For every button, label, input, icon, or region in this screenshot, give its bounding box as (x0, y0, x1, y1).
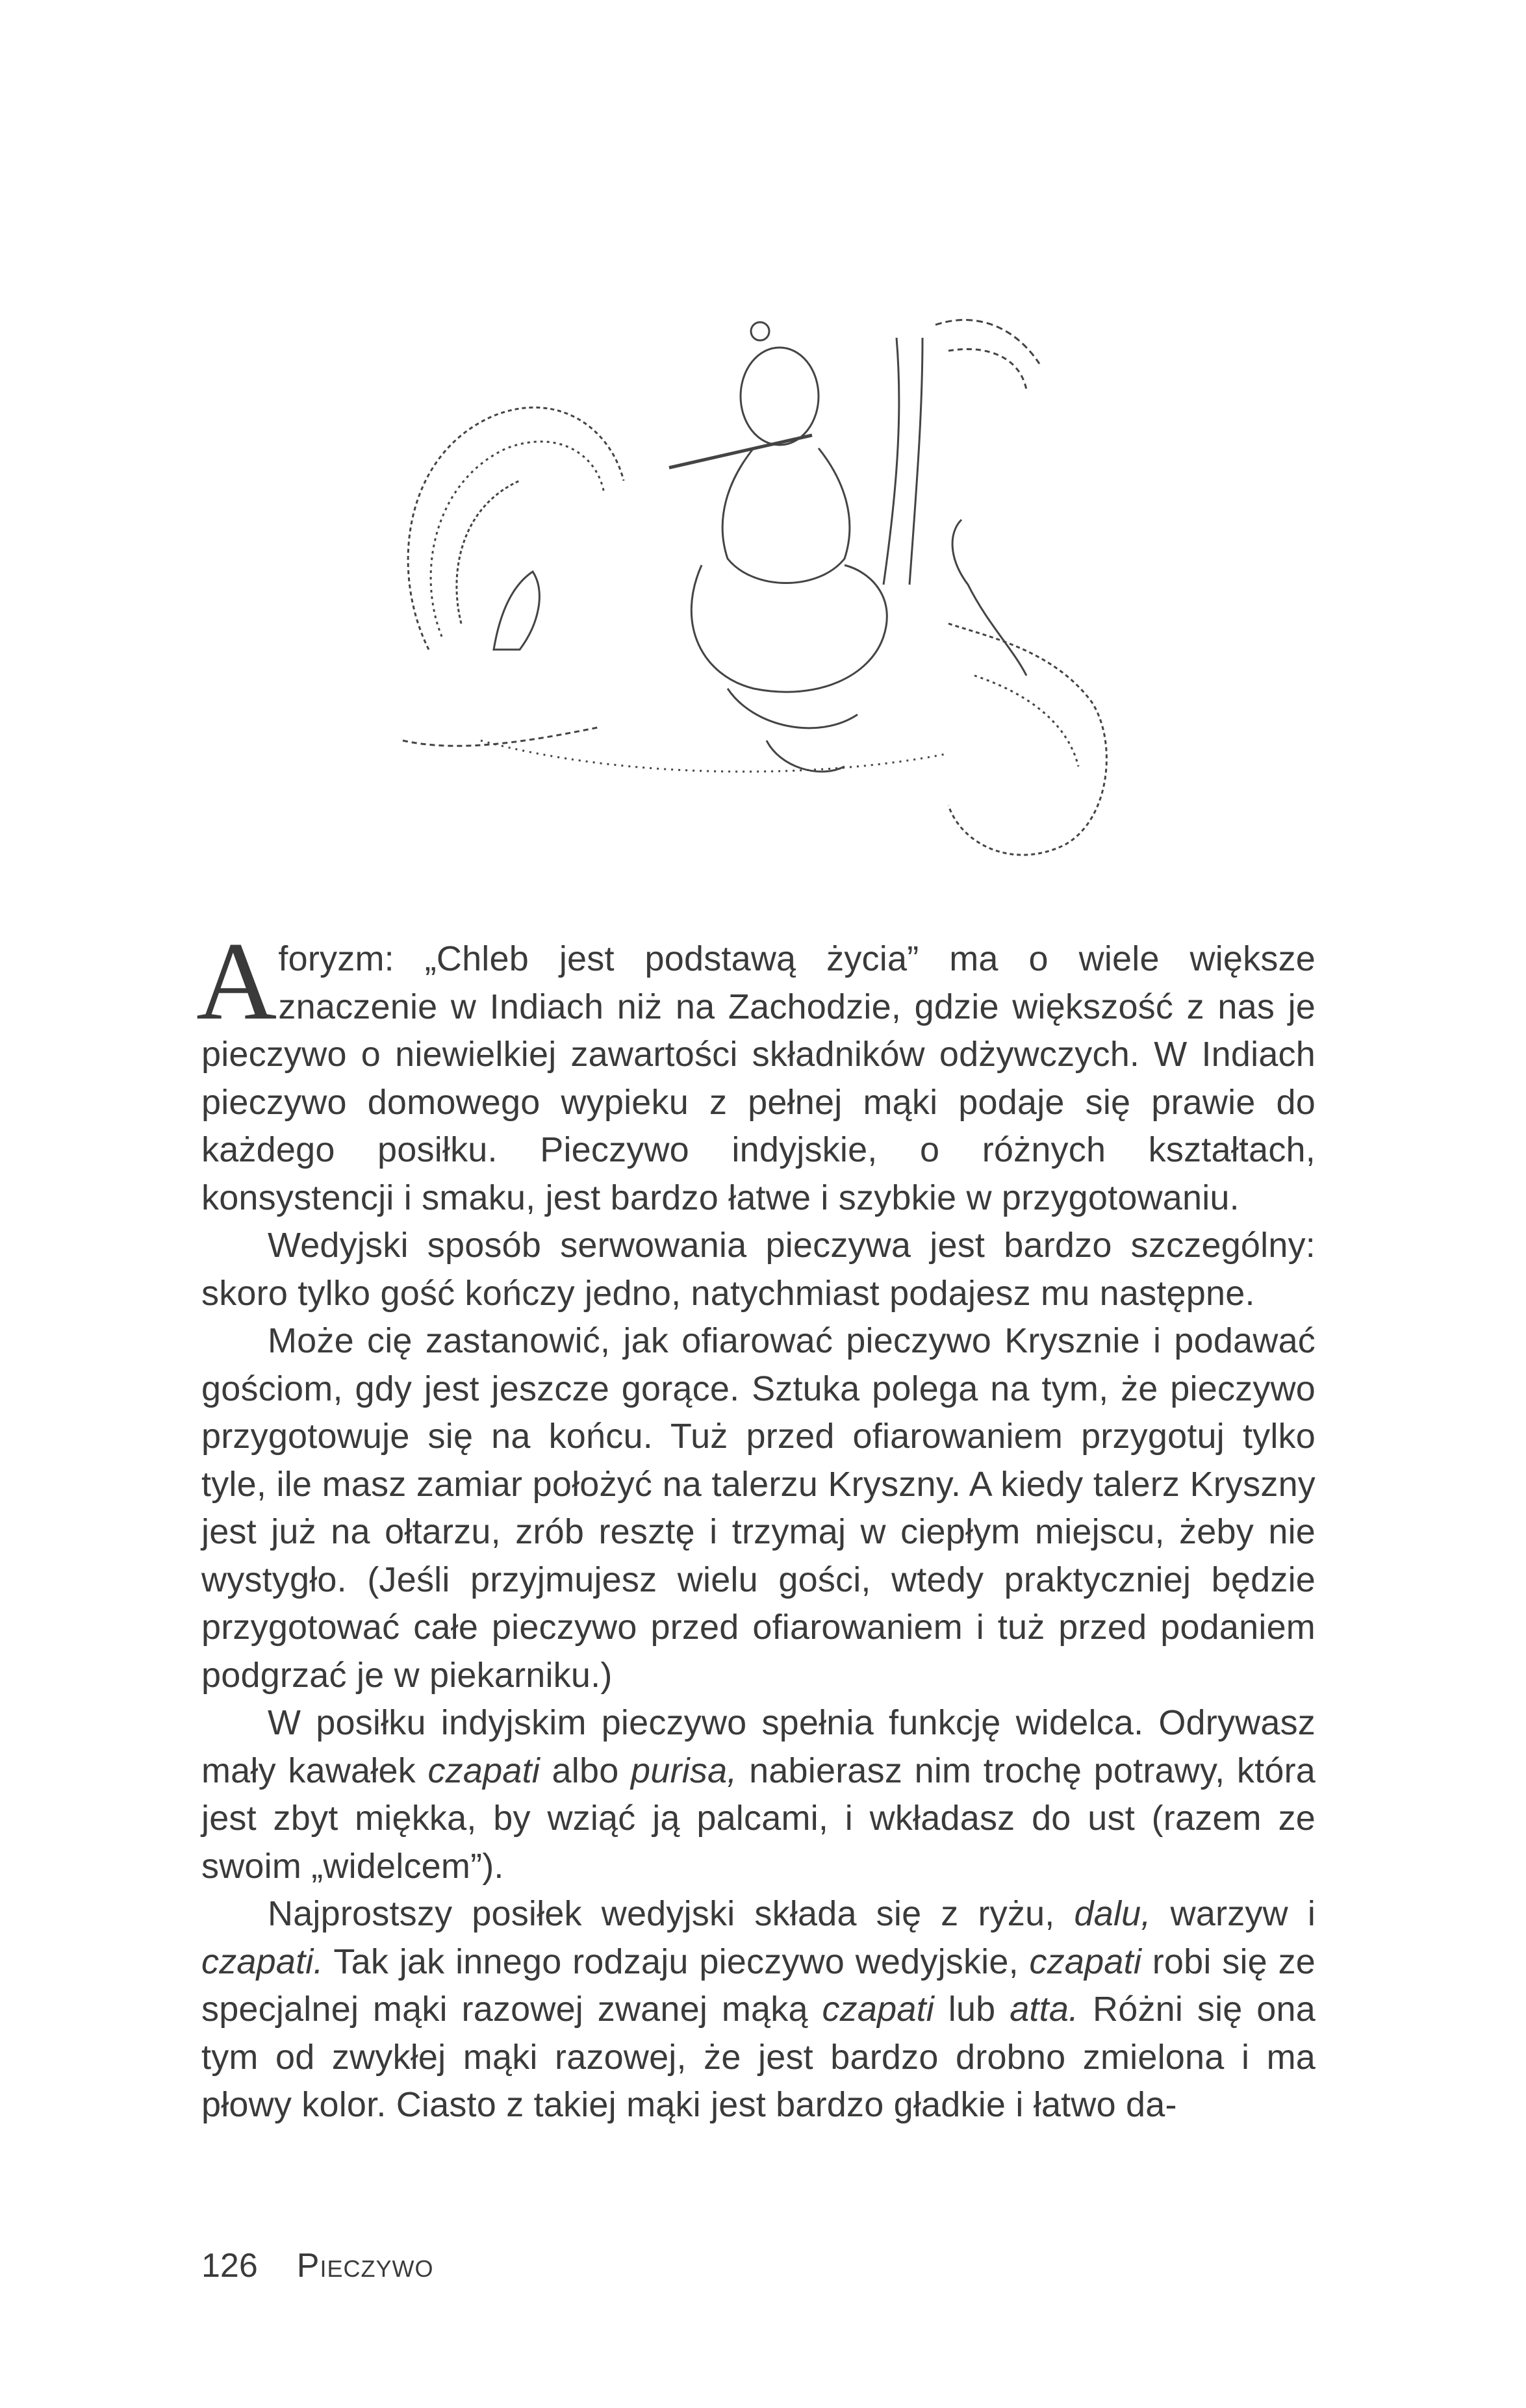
text-run: nabierasz nim trochę potrawy, która jest zbyt miękka, by wziąć ją palcami, i wkładasz do ust (razem ze swoim „widelcem”). (201, 1751, 1316, 1886)
drop-cap: A (196, 920, 277, 1043)
krishna-peacocks-illustration (364, 286, 1182, 883)
text-run: warzyw i (1151, 1894, 1316, 1933)
text-run: W posiłku indyjskim pieczywo spełnia funkcję widelca. Odrywasz mały kawałek (201, 1703, 1316, 1790)
text-run: Tak jak innego rodzaju pieczywo wedyjskie, (323, 1942, 1030, 1981)
italic-term: czapati (427, 1751, 540, 1790)
paragraph-1 (196, 920, 1316, 1222)
krishna-figure (669, 322, 887, 772)
italic-term: dalu, (1074, 1894, 1151, 1933)
text-run: Różni się ona tym od zwykłej mąki razowej, że jest bardzo drobno zmielona i ma płowy kolor. Ciasto z takiej mąki jest bardzo gładkie i łatwo da- (201, 1990, 1316, 2124)
page-number: 126 (201, 2247, 258, 2285)
italic-term: atta. (1010, 1990, 1079, 2029)
grass (481, 741, 948, 772)
italic-term: czapati (1029, 1942, 1142, 1981)
section-title: Pieczywo (296, 2247, 434, 2285)
tree (884, 320, 1039, 585)
text-run: Najprostszy posiłek wedyjski składa się z ryżu, (268, 1894, 1075, 1933)
page-footer (201, 2246, 433, 2285)
italic-term: czapati (822, 1990, 934, 2029)
left-peacock (403, 407, 624, 746)
text-run: robi się ze specjalnej mąki razowej zwanej mąką (201, 1942, 1316, 2029)
paragraph-5 (201, 1890, 1316, 2129)
text-run: lub (934, 1990, 1010, 2029)
italic-term: czapati. (201, 1942, 324, 1981)
right-peacock (948, 520, 1106, 855)
paragraph-1-text: foryzm: „Chleb jest podstawą życia” ma o wiele większe znaczenie w Indiach niż na Zachodzie, gdzie większość z nas je pieczywo o niewielkiej zawartości składników odżywczych. W Indiach pieczywo domowego wypieku z pełnej mąki podaje się prawie do każdego posiłku. Pieczywo indyjskie, o różnych kształtach, konsystencji i smaku, jest bardzo łatwe i szybkie w przygotowaniu. (201, 939, 1316, 1217)
italic-term: purisa, (631, 1751, 737, 1790)
paragraph-2: Wedyjski sposób serwowania pieczywa jest bardzo szczególny: skoro tylko gość kończy jedno, natychmiast podajesz mu następne. (201, 1226, 1316, 1313)
paragraph-3: Może cię zastanowić, jak ofiarować pieczywo Krysznie i podawać gościom, gdy jest jeszcze gorące. Sztuka polega na tym, że pieczywo przygotowuje się na końcu. Tuż przed ofiarowaniem przygotuj tylko tyle, ile masz zamiar położyć na talerzu Kryszny. A kiedy talerz Kryszny jest już na ołtarzu, zrób resztę i trzymaj w ciepłym miejscu, żeby nie wystygło. (Jeśli przyjmujesz wielu gości, wtedy praktyczniej będzie przygotować całe pieczywo przed ofiarowaniem i tuż przed podaniem podgrzać je w piekarniku.) (201, 1321, 1316, 1695)
body-text (196, 920, 1316, 2129)
text-run: albo (539, 1751, 631, 1790)
paragraph-4 (201, 1699, 1316, 1890)
